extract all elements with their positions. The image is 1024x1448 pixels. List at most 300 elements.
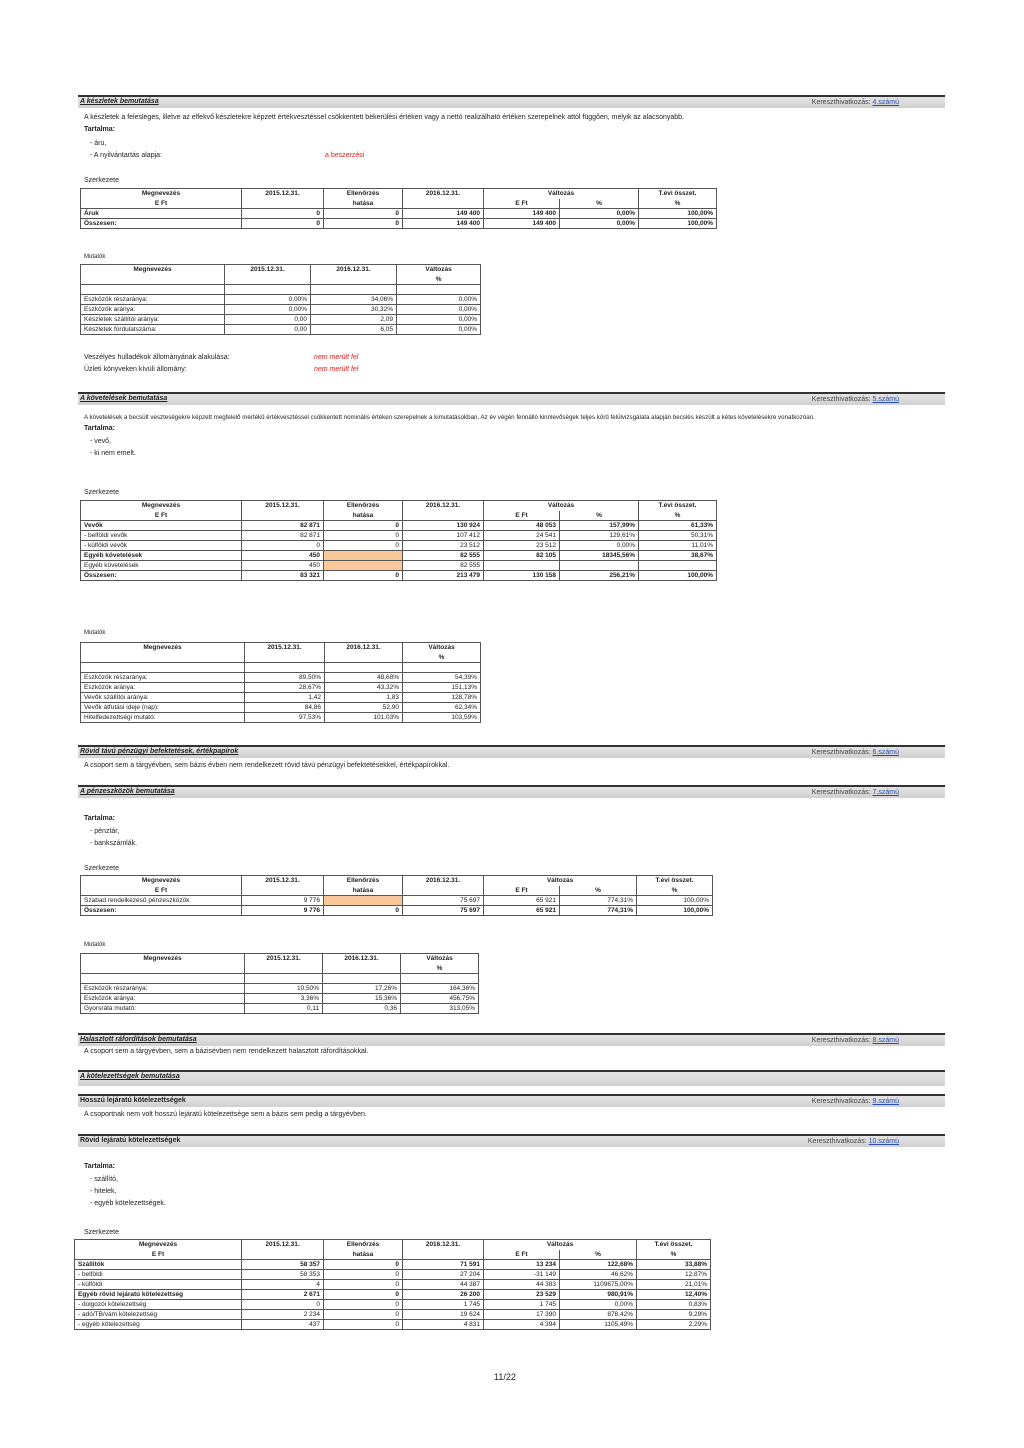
table-cell: hatása <box>324 1250 403 1260</box>
table-cell: Áruk <box>81 209 242 219</box>
table-cell: 84,86 <box>245 703 325 713</box>
content-item: - A nyilvántartás alapja: <box>90 152 162 159</box>
table-cell <box>401 974 479 984</box>
table-cell: 0 <box>324 571 403 581</box>
table-cell: Változás <box>484 1240 637 1250</box>
cross-reference: Kereszthivatkozás: 8.számú <box>811 1037 899 1044</box>
ratio-table-penzeszkozok <box>80 953 479 1014</box>
table-header-row <box>81 285 481 295</box>
table-cell: 65 921 <box>484 906 560 916</box>
table-cell: 82 871 <box>242 531 324 541</box>
table-cell: 2015.12.31. <box>242 876 324 886</box>
cross-reference-link[interactable]: 9.számú <box>872 1098 899 1105</box>
table-cell: 0,00% <box>560 541 639 551</box>
table-cell <box>324 561 403 571</box>
section-title: A követelések bemutatása <box>80 395 168 402</box>
table-cell: - belföldi vevők <box>81 531 242 541</box>
section-header-halasztott <box>78 1033 945 1046</box>
table-cell: 75 697 <box>403 906 484 916</box>
table-row <box>81 713 481 723</box>
table-cell <box>225 275 311 285</box>
section-title: Hosszú lejáratú kötelezettségek <box>80 1097 186 1104</box>
table-cell: Összesen: <box>81 571 242 581</box>
cross-reference-link[interactable]: 4.számú <box>872 99 899 106</box>
table-cell: 17,26% <box>323 984 401 994</box>
table-cell: 2016.12.31. <box>403 501 484 511</box>
table-cell: hatása <box>324 511 403 521</box>
content-item: - pénztár, <box>90 828 120 835</box>
table-cell <box>323 964 401 974</box>
table-header-row <box>81 974 479 984</box>
table-cell: 12,40% <box>637 1290 711 1300</box>
structure-label: Szerkezete <box>84 1229 120 1236</box>
table-cell <box>403 663 481 673</box>
table-cell: 0,00% <box>397 315 481 325</box>
table-cell: 450 <box>242 561 324 571</box>
table-row <box>75 1310 711 1320</box>
table-cell: Eszközök aránya: <box>81 994 245 1004</box>
table-cell: 27 204 <box>403 1270 484 1280</box>
table-cell <box>639 561 717 571</box>
table-cell: 2015.12.31. <box>245 954 323 964</box>
table-cell: 450 <box>242 551 324 561</box>
table-cell: 980,91% <box>560 1290 637 1300</box>
content-item: - szállító, <box>90 1176 119 1183</box>
table-cell: E Ft <box>75 1250 242 1260</box>
table-cell: 2,29% <box>637 1320 711 1330</box>
table-cell: % <box>637 886 713 896</box>
table-cell: 437 <box>242 1320 324 1330</box>
table-cell: % <box>637 1250 711 1260</box>
table-cell: 13 234 <box>484 1260 560 1270</box>
table-cell: 58 357 <box>242 1260 324 1270</box>
table-cell: 122,68% <box>560 1260 637 1270</box>
off-book-value: nem merült fel <box>314 366 359 373</box>
table-cell: Készletek szállítói aránya: <box>81 315 225 325</box>
table-cell: Szállítók <box>75 1260 242 1270</box>
table-cell: -31 149 <box>484 1270 560 1280</box>
table-cell: Megnevezés <box>81 954 245 964</box>
table-cell: 2 671 <box>242 1290 324 1300</box>
table-cell: 128,78% <box>403 693 481 703</box>
table-cell: E Ft <box>484 199 560 209</box>
table-header-row <box>81 886 713 896</box>
table-cell: 18345,56% <box>560 551 639 561</box>
section-title: A pénzeszközök bemutatása <box>80 788 175 795</box>
table-cell: 1105,49% <box>560 1320 637 1330</box>
table-cell: Megnevezés <box>75 1240 242 1250</box>
section-header-rovid-kot <box>78 1134 945 1147</box>
table-cell: - külföldi <box>75 1280 242 1290</box>
table-cell <box>245 964 323 974</box>
table-cell <box>325 663 403 673</box>
table-header-row <box>81 501 717 511</box>
table-cell: Eszközök részaránya: <box>81 984 245 994</box>
table-cell: 164,36% <box>401 984 479 994</box>
table-cell: 61,33% <box>639 521 717 531</box>
table-row <box>81 531 717 541</box>
cross-reference-link[interactable]: 10.számú <box>868 1138 899 1145</box>
ratio-table-keszletek <box>80 264 481 335</box>
table-cell: 54,39% <box>403 673 481 683</box>
table-cell: 2015.12.31. <box>225 265 311 275</box>
section-header-hosszu <box>78 1094 945 1107</box>
table-cell <box>403 199 484 209</box>
cross-reference-link[interactable]: 7.számú <box>872 789 899 796</box>
table-cell <box>403 511 484 521</box>
table-cell: 100,00% <box>637 906 713 916</box>
table-cell: 1,83 <box>325 693 403 703</box>
table-cell: 23 512 <box>484 541 560 551</box>
section-title: A készletek bemutatása <box>80 98 159 105</box>
table-row <box>75 1320 711 1330</box>
table-cell: 82 871 <box>242 521 324 531</box>
table-header-row <box>75 1240 711 1250</box>
table-cell: % <box>401 964 479 974</box>
content-item: - egyéb kötelezettségek. <box>90 1200 166 1207</box>
table-cell: 23 529 <box>484 1290 560 1300</box>
table-cell: 2016.12.31. <box>323 954 401 964</box>
table-header-row <box>81 275 481 285</box>
table-cell <box>324 896 403 906</box>
table-cell: - egyéb kötelezettség <box>75 1320 242 1330</box>
cross-reference-link[interactable]: 5.számú <box>872 396 899 403</box>
table-cell: % <box>403 653 481 663</box>
table-cell: 0 <box>324 209 403 219</box>
table-cell: hatása <box>324 199 403 209</box>
table-row <box>81 896 713 906</box>
table-cell: 46,62% <box>560 1270 637 1280</box>
table-header-row <box>81 189 717 199</box>
table-row <box>81 541 717 551</box>
tartalma-label: Tartalma: <box>84 126 115 133</box>
table-cell: 2016.12.31. <box>403 876 484 886</box>
table-cell: 2016.12.31. <box>325 643 403 653</box>
table-cell: 0 <box>324 521 403 531</box>
table-cell: 149 400 <box>403 219 484 229</box>
structure-label: Szerkezete <box>84 489 120 496</box>
section-description: A készletek a felesleges, illetve az elfekvő készletekre képzett értékvesztéssel csökkentett bekerülési értéken vagy a nettó realizálható értéken szerepelnek attól függően, melyik az alacsonyabb. <box>84 114 684 121</box>
table-cell: 2,09 <box>311 315 397 325</box>
table-cell <box>81 275 225 285</box>
table-cell <box>245 653 325 663</box>
table-cell <box>81 653 245 663</box>
table-cell: 4 394 <box>484 1320 560 1330</box>
table-cell <box>560 561 639 571</box>
table-cell <box>242 511 324 521</box>
table-cell: Eszközök aránya: <box>81 305 225 315</box>
table-cell: 100,00% <box>637 896 713 906</box>
table-row <box>81 994 479 1004</box>
section-header-kovetelesek <box>78 392 945 405</box>
table-cell <box>242 1250 324 1260</box>
table-cell: 0,00 <box>225 325 311 335</box>
section-header-kotelezettsegek <box>78 1070 945 1086</box>
table-row <box>81 693 481 703</box>
table-cell: 9 776 <box>242 896 324 906</box>
table-cell: 0 <box>324 1290 403 1300</box>
hazardous-waste-label: Veszélyes hulladékok állományának alakulása: <box>84 354 230 361</box>
table-cell: Egyéb követelések <box>81 551 242 561</box>
section-description: A csoportnak nem volt hosszú lejáratú kötelezettsége sem a bázis sem pedig a tárgyévben. <box>84 1111 367 1118</box>
table-cell: T.évi összet. <box>639 501 717 511</box>
table-cell: 103,59% <box>403 713 481 723</box>
hazardous-waste-value: nem merült fel <box>314 354 359 361</box>
table-cell: 100,00% <box>639 219 717 229</box>
table-cell: 83 321 <box>242 571 324 581</box>
table-cell: Vevők átfutási ideje (nap): <box>81 703 245 713</box>
cross-reference-link[interactable]: 8.számú <box>872 1037 899 1044</box>
table-cell: T.évi összet. <box>637 1240 711 1250</box>
mutatok-label: Mutatók <box>84 254 106 260</box>
table-cell: 107 412 <box>403 531 484 541</box>
table-header-row <box>75 1250 711 1260</box>
table-cell: 0,83% <box>637 1300 711 1310</box>
table-cell: 0 <box>324 1320 403 1330</box>
table-cell: 38,67% <box>639 551 717 561</box>
section-title: A kötelezettségek bemutatása <box>80 1073 180 1080</box>
table-cell: 774,31% <box>560 896 637 906</box>
table-cell <box>311 285 397 295</box>
section-description: A csoport sem a tárgyévben, sem a bázisévben nem rendelkezett halasztott ráfordításokkal. <box>84 1048 369 1055</box>
table-cell <box>484 561 560 571</box>
table-cell: Változás <box>401 954 479 964</box>
table-row <box>81 984 479 994</box>
table-cell: 19 624 <box>403 1310 484 1320</box>
table-cell <box>324 551 403 561</box>
table-cell: 26 200 <box>403 1290 484 1300</box>
table-header-row <box>81 511 717 521</box>
table-cell: Változás <box>397 265 481 275</box>
table-cell: 2015.12.31. <box>242 1240 324 1250</box>
table-cell: Összesen: <box>81 906 242 916</box>
table-cell <box>403 886 484 896</box>
table-cell: 2016.12.31. <box>403 1240 484 1250</box>
table-cell: 4 831 <box>403 1320 484 1330</box>
table-cell: 58 353 <box>242 1270 324 1280</box>
tartalma-label: Tartalma: <box>84 815 115 822</box>
table-cell: 313,05% <box>401 1004 479 1014</box>
table-cell: 0,00% <box>225 305 311 315</box>
table-cell <box>81 663 245 673</box>
cross-reference: Kereszthivatkozás: 5.számú <box>811 396 899 403</box>
table-cell <box>81 974 245 984</box>
table-cell: 213 479 <box>403 571 484 581</box>
table-cell: 0,00% <box>397 295 481 305</box>
table-cell: Változás <box>484 501 639 511</box>
table-cell: 62,34% <box>403 703 481 713</box>
table-cell: Eszközök részaránya: <box>81 673 245 683</box>
table-cell: 28,67% <box>245 683 325 693</box>
table-cell: 0 <box>324 1310 403 1320</box>
table-cell: 33,88% <box>637 1260 711 1270</box>
cross-reference: Kereszthivatkozás: 9.számú <box>811 1098 899 1105</box>
table-cell: 878,42% <box>560 1310 637 1320</box>
table-cell: Gyorsráta mutató: <box>81 1004 245 1014</box>
cross-reference-link[interactable]: 6.számú <box>872 749 899 756</box>
table-cell: 1 745 <box>484 1300 560 1310</box>
basis-value: a beszerzési <box>325 152 365 159</box>
table-cell: E Ft <box>484 886 560 896</box>
table-cell: 82 555 <box>403 551 484 561</box>
table-header-row <box>81 643 481 653</box>
table-cell: 0 <box>324 219 403 229</box>
table-cell <box>242 199 324 209</box>
table-cell: 24 541 <box>484 531 560 541</box>
table-cell: Készletek fordulatszáma: <box>81 325 225 335</box>
table-cell: 50,31% <box>639 531 717 541</box>
table-row <box>81 219 717 229</box>
table-cell: 0,00% <box>397 305 481 315</box>
table-row <box>81 561 717 571</box>
table-cell: Megnevezés <box>81 189 242 199</box>
table-cell: 2016.12.31. <box>311 265 397 275</box>
table-row <box>81 551 717 561</box>
table-cell: 89,50% <box>245 673 325 683</box>
table-cell: 1109675,00% <box>560 1280 637 1290</box>
table-cell: Egyéb rövid lejáratú kötelezettség <box>75 1290 242 1300</box>
table-cell: 1 745 <box>403 1300 484 1310</box>
table-cell: 129,61% <box>560 531 639 541</box>
table-cell <box>81 285 225 295</box>
table-header-row <box>81 964 479 974</box>
table-cell: 82 105 <box>484 551 560 561</box>
table-cell: 0,00% <box>560 1300 637 1310</box>
table-cell: 48 053 <box>484 521 560 531</box>
content-item: - ki nem emelt. <box>90 450 136 457</box>
table-cell: 48,68% <box>325 673 403 683</box>
table-header-row <box>81 876 713 886</box>
table-row <box>81 683 481 693</box>
table-cell: Vevők szállítói aránya: <box>81 693 245 703</box>
table-cell: 130 924 <box>403 521 484 531</box>
table-cell: % <box>397 275 481 285</box>
table-cell: 44 383 <box>484 1280 560 1290</box>
table-cell <box>225 285 311 295</box>
table-row <box>81 209 717 219</box>
table-header-row <box>81 954 479 964</box>
table-cell: 3,36% <box>245 994 323 1004</box>
mutatok-label: Mutatók <box>84 942 106 948</box>
cross-reference: Kereszthivatkozás: 10.számú <box>807 1138 899 1145</box>
table-cell: Megnevezés <box>81 501 242 511</box>
structure-label: Szerkezete <box>84 865 120 872</box>
table-cell: 75 697 <box>403 896 484 906</box>
table-cell: 2015.12.31. <box>245 643 325 653</box>
table-cell: % <box>560 886 637 896</box>
table-cell: 43,32% <box>325 683 403 693</box>
table-cell: 10,50% <box>245 984 323 994</box>
table-cell: 0 <box>242 219 324 229</box>
table-header-row <box>81 199 717 209</box>
table-cell: 130 158 <box>484 571 560 581</box>
table-row <box>81 305 481 315</box>
table-cell: 30,32% <box>311 305 397 315</box>
table-cell: 82 555 <box>403 561 484 571</box>
table-cell: 2015.12.31. <box>242 189 324 199</box>
table-cell: % <box>560 511 639 521</box>
table-row <box>81 673 481 683</box>
table-cell: 71 591 <box>403 1260 484 1270</box>
table-cell: 0 <box>324 1260 403 1270</box>
table-cell: E Ft <box>81 886 242 896</box>
table-cell: 1,42 <box>245 693 325 703</box>
tartalma-label: Tartalma: <box>84 1163 115 1170</box>
table-cell: T.évi összet. <box>639 189 717 199</box>
tartalma-label: Tartalma: <box>84 425 115 432</box>
table-cell: 101,03% <box>325 713 403 723</box>
section-title: Rövid távú pénzügyi befektetések, értékpapírok <box>80 748 239 755</box>
table-cell: Ellenőrzés <box>324 501 403 511</box>
table-cell: 0 <box>324 531 403 541</box>
ratio-table-kovetelesek <box>80 642 481 723</box>
table-cell: 12,87% <box>637 1270 711 1280</box>
table-cell: 21,01% <box>637 1280 711 1290</box>
table-cell: 0,00 <box>225 315 311 325</box>
table-row <box>81 703 481 713</box>
table-cell: 0 <box>324 541 403 551</box>
table-cell: E Ft <box>484 511 560 521</box>
table-cell: Ellenőrzés <box>324 876 403 886</box>
structure-table-keszletek <box>80 188 717 229</box>
table-cell: 0 <box>242 1300 324 1310</box>
table-cell: 2016.12.31. <box>403 189 484 199</box>
table-cell: 4 <box>242 1280 324 1290</box>
table-cell: 0,00% <box>225 295 311 305</box>
table-header-row <box>81 663 481 673</box>
table-cell: 0 <box>324 1270 403 1280</box>
section-title: Rövid lejáratú kötelezettségek <box>80 1137 181 1144</box>
table-cell: 0,00% <box>560 219 639 229</box>
table-cell: % <box>560 199 639 209</box>
structure-table-penzeszkozok <box>80 875 713 916</box>
table-row <box>81 315 481 325</box>
table-cell: Változás <box>403 643 481 653</box>
table-cell: 0 <box>324 906 403 916</box>
table-row <box>75 1280 711 1290</box>
table-cell: Vevők <box>81 521 242 531</box>
table-cell: 0 <box>324 1280 403 1290</box>
content-item: - áru, <box>90 140 107 147</box>
table-row <box>81 1004 479 1014</box>
table-cell: hatása <box>324 886 403 896</box>
table-cell: 0 <box>324 1300 403 1310</box>
table-cell: 149 400 <box>484 209 560 219</box>
table-cell <box>323 974 401 984</box>
table-cell: 97,53% <box>245 713 325 723</box>
table-cell: % <box>560 1250 637 1260</box>
table-cell: Hitelfedezettségi mutató: <box>81 713 245 723</box>
cross-reference: Kereszthivatkozás: 6.számú <box>811 749 899 756</box>
table-cell: 456,75% <box>401 994 479 1004</box>
table-cell: 256,21% <box>560 571 639 581</box>
table-cell: 2015.12.31. <box>242 501 324 511</box>
table-cell: 23 512 <box>403 541 484 551</box>
table-cell: 52,90 <box>325 703 403 713</box>
table-cell: Szabad rendelkezésű pénzeszközök <box>81 896 242 906</box>
section-header-penzeszkozok <box>78 785 945 798</box>
table-cell: Megnevezés <box>81 876 242 886</box>
table-cell <box>397 285 481 295</box>
table-cell <box>81 964 245 974</box>
page-number: 11/22 <box>494 1372 516 1382</box>
table-cell: 11,01% <box>639 541 717 551</box>
section-description: A követelések a becsült veszteségekre képzett megfelelő mértékű értékvesztéssel csökkentett nominális értéken szerepelnek a kimutatásokban. Az év végén fennálló kinnlevőségek teljes körű felülvizsgálata alapján becslés készült a kétes követelésekre vonatkozóan. <box>84 414 815 421</box>
mutatok-label: Mutatók <box>84 630 106 636</box>
table-row <box>75 1270 711 1280</box>
structure-label: Szerkezete <box>84 177 120 184</box>
table-cell: E Ft <box>81 199 242 209</box>
